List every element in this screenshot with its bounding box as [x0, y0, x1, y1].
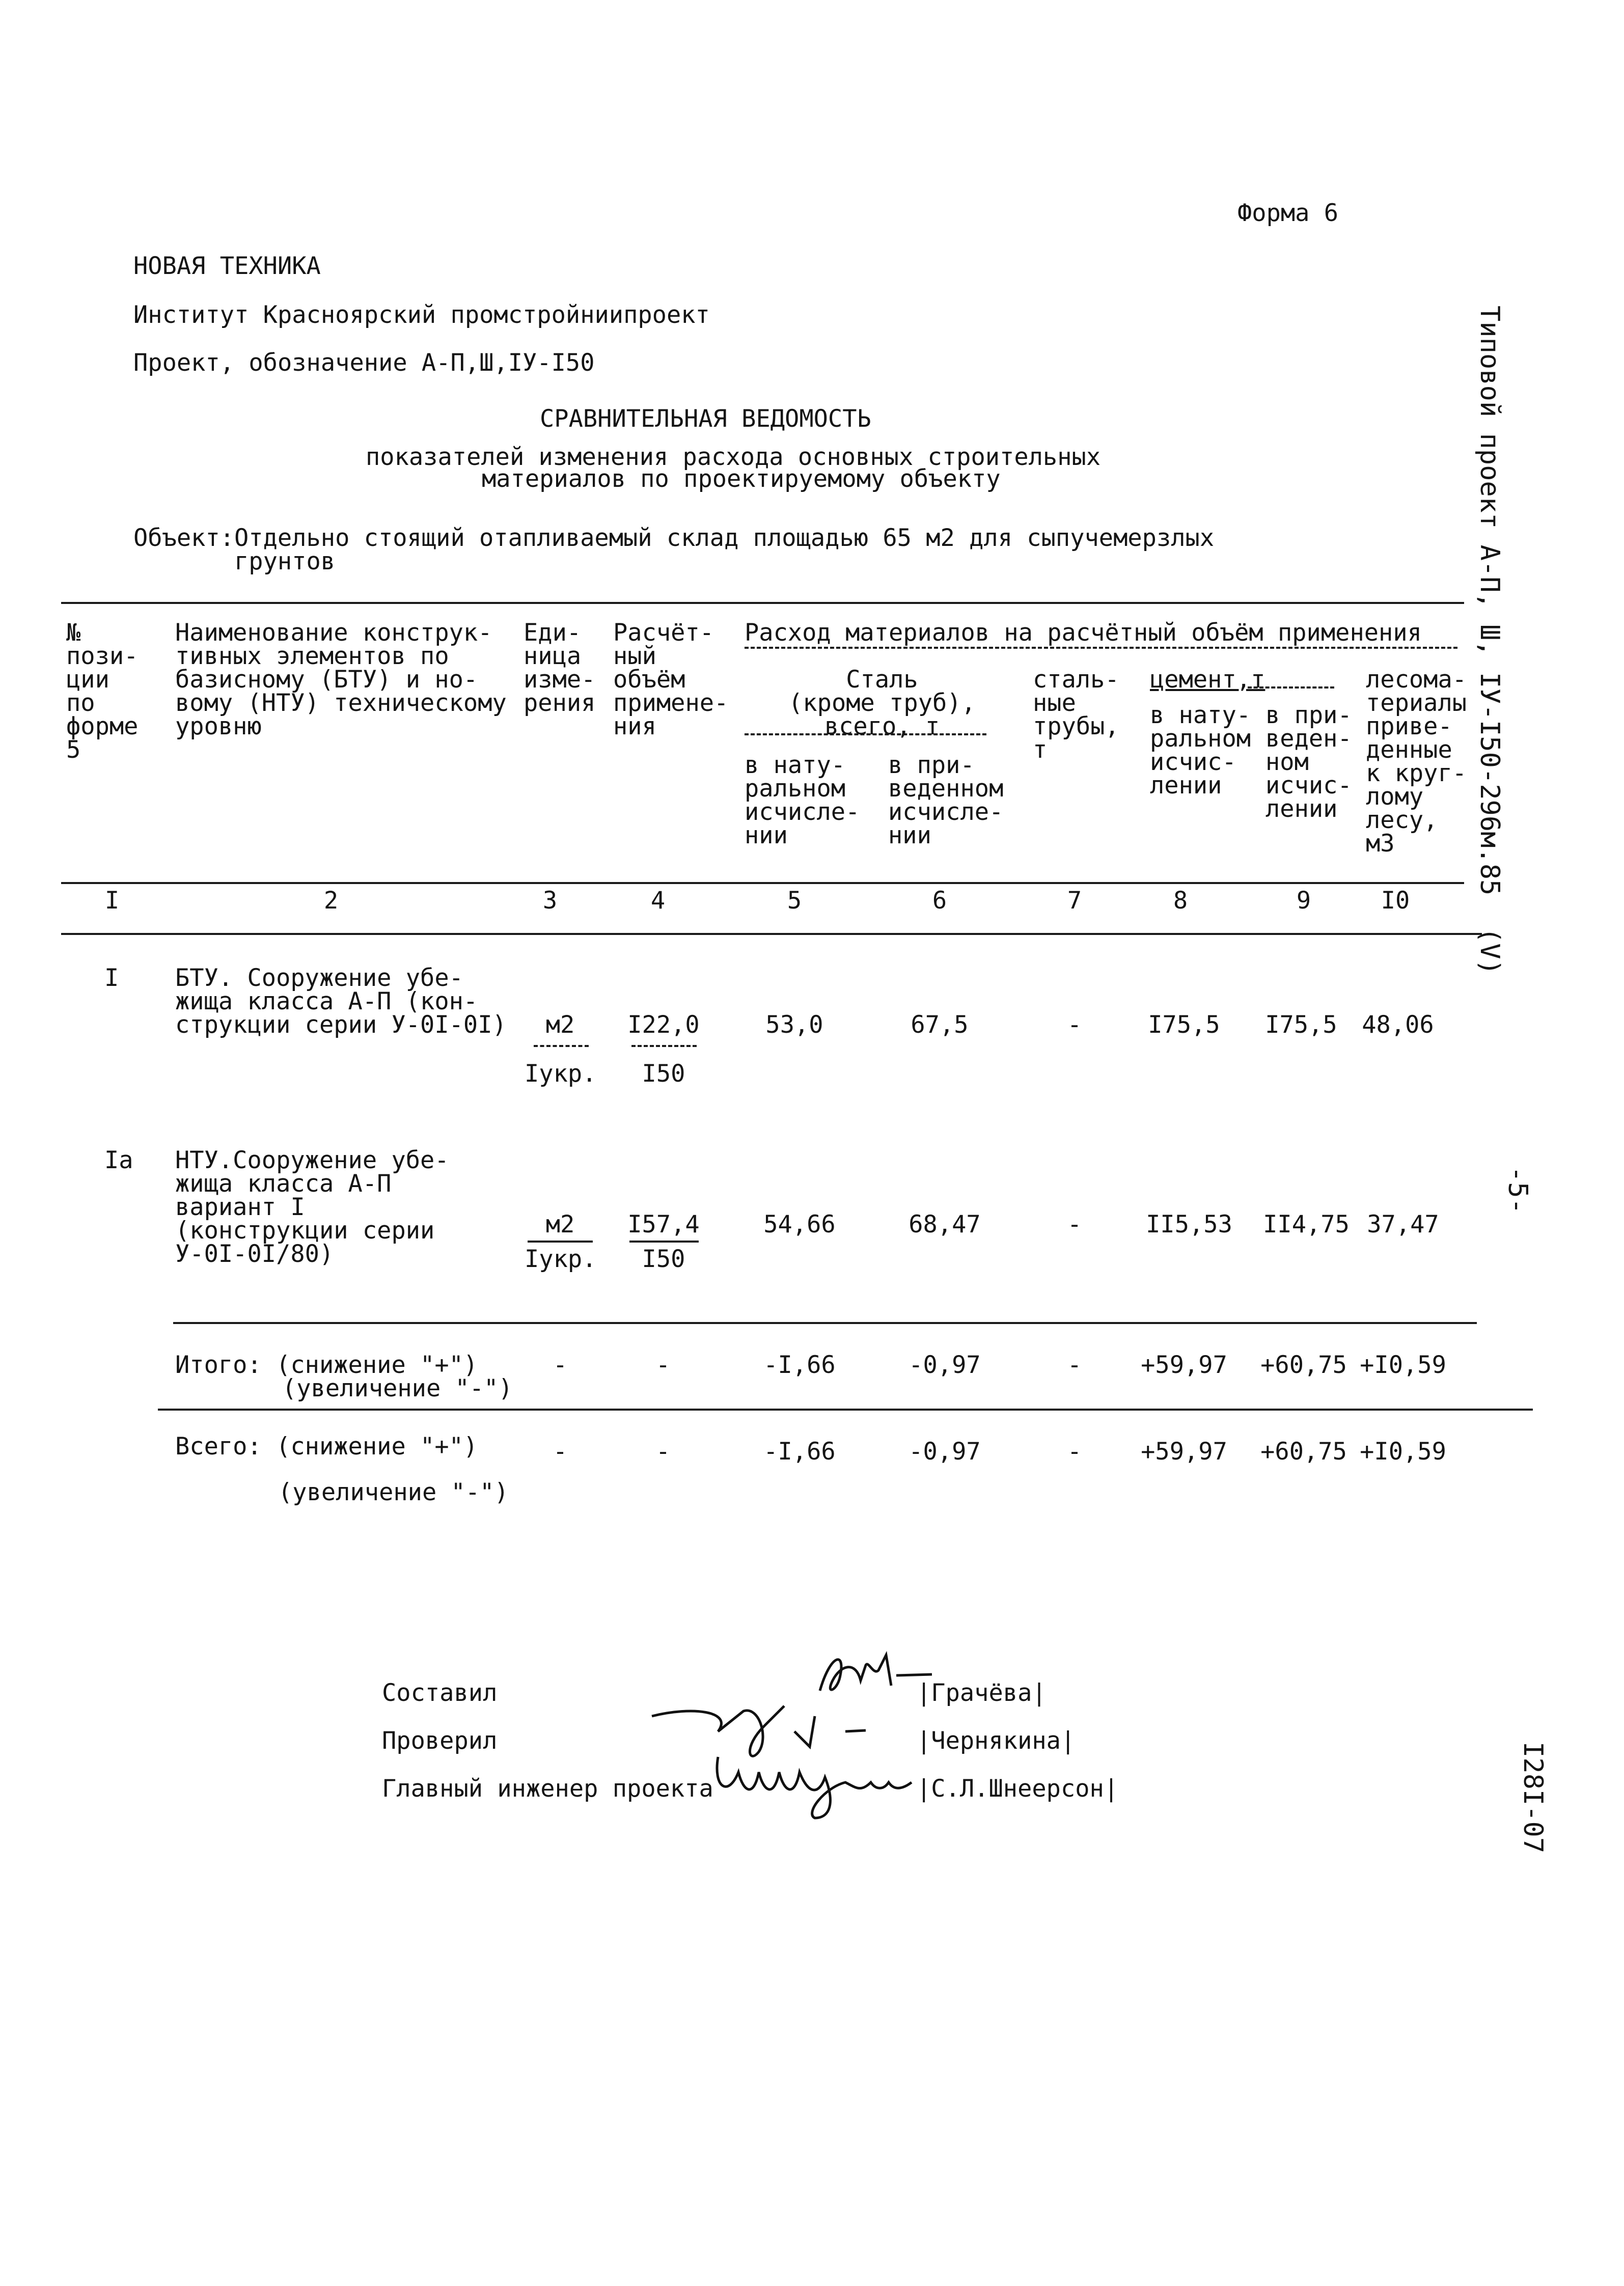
header-steel-natural: в нату- ральном исчисле- нии	[745, 751, 860, 849]
row1-volume-fraction-line	[631, 1045, 697, 1047]
col-number-10: I0	[1381, 887, 1410, 915]
header-materials-group: Расход материалов на расчётный объём применения	[745, 619, 1422, 647]
header-element-name: Наименование конструк- тивных элементов по базисному (БТУ) и но- вому (НТУ) техническому уровню	[175, 619, 507, 740]
total-bottom-rule	[158, 1409, 1533, 1411]
row1-volume-top: I22,0	[627, 1011, 700, 1039]
header-project-designation: Проект, обозначение А-П,Ш,IУ-I50	[133, 349, 595, 377]
total-cement-natural: +59,97	[1141, 1351, 1227, 1379]
steel-divider	[745, 733, 986, 735]
row1-unit-bottom: Iукр.	[525, 1060, 597, 1088]
header-bottom-rule	[61, 882, 1464, 884]
cement-divider	[1248, 686, 1334, 688]
row2-volume-fraction-line	[629, 1241, 699, 1243]
row2-timber: 37,47	[1367, 1210, 1439, 1238]
rows-bottom-rule	[173, 1322, 1477, 1324]
header-unit: Еди- ница изме- рения	[524, 619, 596, 717]
document-subtitle-1: показателей изменения расхода основных строительных	[366, 443, 1101, 471]
header-cement: цемент,т	[1150, 666, 1265, 694]
signature-role-chief-engineer: Главный инженер проекта	[382, 1775, 713, 1803]
grand-total-label-2: (увеличение "-")	[278, 1478, 509, 1506]
row2-steel-reduced: 68,47	[909, 1210, 981, 1238]
row1-steel-natural: 53,0	[765, 1011, 823, 1039]
col-number-3: 3	[542, 887, 558, 915]
signature-name-compiled: |Грачёва|	[917, 1679, 1047, 1707]
signature-name-checked: |Чернякина|	[917, 1727, 1076, 1755]
document-subtitle-2: материалов по проектируемому объекту	[482, 465, 1001, 493]
row1-steel-pipes: -	[1067, 1011, 1082, 1039]
header-new-technology: НОВАЯ ТЕХНИКА	[133, 252, 321, 280]
row1-unit-fraction-line	[534, 1045, 589, 1047]
row2-unit-top: м2	[545, 1210, 575, 1238]
table-top-rule	[61, 602, 1464, 604]
grand-total-steel-reduced: -0,97	[909, 1438, 981, 1466]
group-divider	[745, 647, 1457, 649]
header-timber: лесома- териалы приве- денные к круг- лому лесу, м3	[1366, 666, 1467, 858]
grand-total-steel-natural: -I,66	[763, 1438, 836, 1466]
signature-role-checked: Проверил	[382, 1727, 498, 1755]
row1-cement-natural: I75,5	[1148, 1011, 1220, 1039]
col-number-2: 2	[323, 887, 339, 915]
header-steel-reduced: в при- веденном исчисле- нии	[888, 751, 1004, 849]
total-steel-reduced: -0,97	[909, 1351, 981, 1379]
row2-unit-bottom: Iукр.	[525, 1245, 597, 1273]
total-timber: +I0,59	[1360, 1351, 1446, 1379]
row1-timber: 48,06	[1362, 1011, 1434, 1039]
row2-cement-reduced: II4,75	[1263, 1210, 1350, 1238]
document-code: I28I-07	[1518, 1742, 1548, 1854]
total-label-1: Итого: (снижение "+")	[175, 1351, 478, 1379]
numbers-bottom-rule	[61, 933, 1482, 935]
row2-volume-bottom: I50	[642, 1245, 685, 1273]
form-label: Форма 6	[1237, 199, 1339, 227]
total-steel-natural: -I,66	[763, 1351, 836, 1379]
col-number-4: 4	[650, 887, 666, 915]
row1-steel-reduced: 67,5	[911, 1011, 969, 1039]
signature-name-chief-engineer: |С.Л.Шнеерсон|	[917, 1775, 1119, 1803]
col-number-6: 6	[932, 887, 947, 915]
signature-role-compiled: Составил	[382, 1679, 498, 1707]
total-label-2: (увеличение "-")	[282, 1374, 513, 1402]
col-number-1: I	[104, 887, 120, 915]
row2-position: Iа	[104, 1146, 133, 1174]
header-steel: Сталь (кроме труб), всего, т	[788, 666, 976, 740]
grand-total-label-1: Всего: (снижение "+")	[175, 1433, 478, 1461]
row2-cement-natural: II5,53	[1146, 1210, 1232, 1238]
col-number-9: 9	[1296, 887, 1311, 915]
row1-position: I	[104, 964, 119, 992]
grand-total-cement-reduced: +60,75	[1260, 1438, 1347, 1466]
grand-total-volume: -	[655, 1438, 671, 1466]
total-cement-reduced: +60,75	[1260, 1351, 1347, 1379]
header-steel-pipes: сталь- ные трубы, т	[1033, 666, 1119, 764]
grand-total-unit: -	[553, 1438, 568, 1466]
total-volume: -	[655, 1351, 671, 1379]
row1-element-name: БТУ. Сооружение убе- жища класса А-П (кон- струкции серии У-0I-0I)	[175, 964, 507, 1039]
row2-steel-pipes: -	[1067, 1210, 1082, 1238]
col-number-8: 8	[1173, 887, 1188, 915]
handwritten-signature-chief-engineer	[708, 1742, 922, 1823]
object-label: Объект:	[133, 524, 235, 552]
header-position: № пози- ции по форме 5	[66, 619, 139, 764]
grand-total-steel-pipes: -	[1067, 1438, 1082, 1466]
row2-volume-top: I57,4	[627, 1210, 700, 1238]
row1-unit-top: м2	[545, 1011, 575, 1039]
page-number: -5-	[1502, 1166, 1533, 1214]
row2-element-name: НТУ.Сооружение убе- жища класса А-П вариант I (конструкции серии У-0I-0I/80)	[175, 1146, 449, 1268]
grand-total-cement-natural: +59,97	[1141, 1438, 1227, 1466]
header-cement-natural: в нату- ральном исчис- лении	[1150, 701, 1251, 800]
row2-steel-natural: 54,66	[763, 1210, 836, 1238]
object-description-2: грунтов	[234, 547, 336, 575]
col-number-5: 5	[787, 887, 802, 915]
col-number-7: 7	[1067, 887, 1082, 915]
header-volume: Расчёт- ный объём примене- ния	[613, 619, 729, 740]
row1-volume-bottom: I50	[642, 1060, 685, 1088]
grand-total-timber: +I0,59	[1360, 1438, 1446, 1466]
header-cement-reduced: в при- веден- ном исчис- лении	[1265, 701, 1352, 823]
total-unit: -	[553, 1351, 568, 1379]
total-steel-pipes: -	[1067, 1351, 1082, 1379]
row2-unit-fraction-line	[528, 1241, 593, 1243]
document-title: СРАВНИТЕЛЬНАЯ ВЕДОМОСТЬ	[540, 405, 871, 433]
object-description-1: Отдельно стоящий отапливаемый склад площадью 65 м2 для сыпучемерзлых	[234, 524, 1215, 552]
side-project-code: Типовой проект А-П, Ш, IУ-I50-296м.85 (V)	[1474, 306, 1505, 975]
row1-cement-reduced: I75,5	[1265, 1011, 1337, 1039]
header-institute: Институт Красноярский промстройниипроект	[133, 301, 710, 329]
